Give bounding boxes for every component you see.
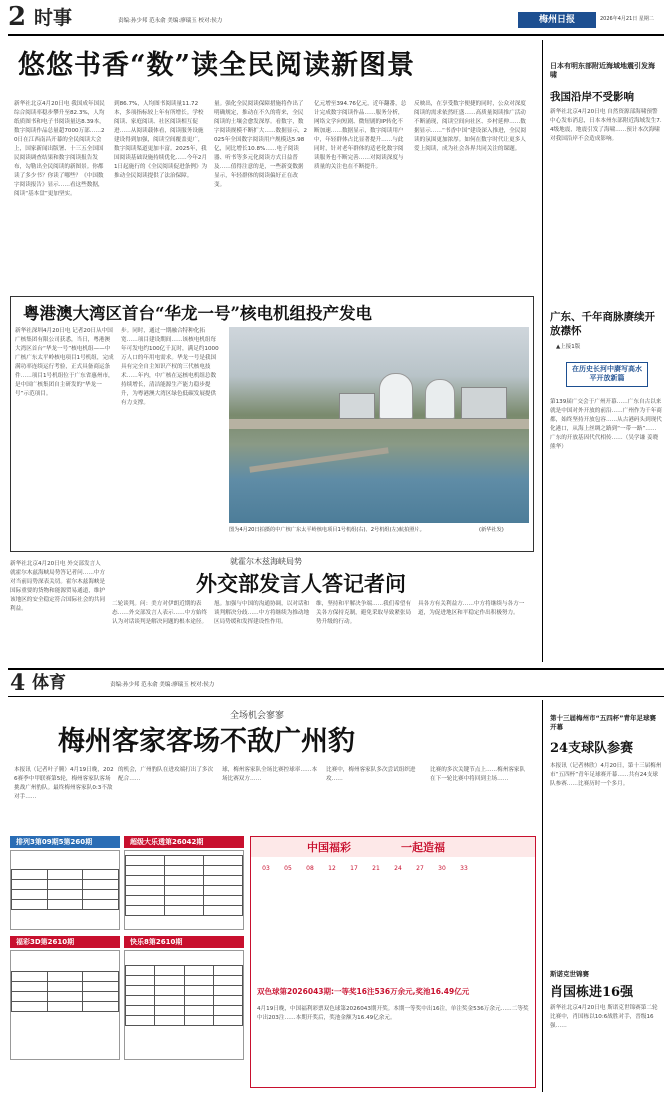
sports-section: 体育 <box>32 673 66 693</box>
right-text-1: 新华社北京4月20日电 自然资源部海啸预警中心发布消息，日本本州东部附近海域发生7.4级地震，地震引发了海啸……预计本次海啸对我国沿岸不会造成影响。 <box>550 109 662 142</box>
lead-col-1: 新华社北京4月20日电 我国成年国民综合阅读率稳步攀升至82.3%，人均纸质图书和电子书阅读量达8.39本，数字阅读作品总量超7000万部……20日在江西南昌开幕的全民阅读大会上，国家新闻出版署、十三五全国国民阅读调查结果和数字阅读报告发布，勾勒出全民阅读的新图景。你都读了多少书？你读了哪些？《中国数字阅读报告》显示……看这些数据，阅读“基本盘”更加坚实。 <box>14 101 105 197</box>
feature-col-2: 步。同时，通过一期融合特种化拓宽……项目建设期间……该核电机组每年可发电约100亿千瓦时，满足约1000万人口的年用电需求。华龙一号是我国具有完全自主知识产权的三代核电技术……年内，中广核在运核电机组总数持续增长，清洁能源生产能力稳步提升，为粤港澳大湾区绿色低碳发展提供有力支撑。 <box>121 328 219 406</box>
sports-side-title-2: 肖国栋进16强 <box>550 985 634 1000</box>
fm-col-2: 二轮谈判。问：美方对伊朗近期的表态……外交部发言人表示……中方始终认为对话谈判是解决问题的根本途径。 <box>112 601 208 625</box>
lead-col-3: 量。强化全民阅读保障措施将作出了明确规定，推动在不久的将来，全民阅读的土壤会愈发深厚。看数字，数字阅读规模不断扩大……数据显示，2025年全国数字阅读用户规模达5.98亿，同比增长10.8%……电子阅读器、听书等多元化阅读方式日益普及……值得注意的是，一些新变数据显示，年轻群体的阅读偏好正在改变。 <box>214 101 308 188</box>
sports-headline: 梅州客家客场不敌广州豹 <box>58 726 355 757</box>
sports-side-head: 第十三届梅州市“五四杯”青年足球赛开幕 <box>550 714 657 731</box>
ball: 17 <box>350 865 358 872</box>
ball: 30 <box>438 865 446 872</box>
page-number: 2 <box>8 2 27 32</box>
sports-kicker: 全场机会寥寥 <box>230 711 285 721</box>
right-head-1: 日本有明东部附近海域地震引发海啸 <box>550 62 655 80</box>
sports-page-number: 4 <box>10 670 26 696</box>
ball: 05 <box>284 865 292 872</box>
ball: 08 <box>306 865 314 872</box>
photo-credit: (新华社发) <box>479 527 504 533</box>
lead-headline: 悠悠书香“数”读全民阅读新图景 <box>18 50 416 81</box>
lead-col-2: 到86.7%，人均图书阅读量11.72本，多项指标较上年有所增长。学校阅读、家庭阅读、社区阅读相互促进……从阅读载体看，阅读服务设施建设得到加强，阅读空间覆盖更广，数字阅读渠道更加丰富。2025年，我国阅读基础设施持续优化……今年2月1日起施行的《全民阅读促进条例》为推动全民阅读提供了法治保障。 <box>114 101 208 179</box>
section-title: 时事 <box>34 7 73 29</box>
right-box-title: 在历史长河中赓写高水平开放新篇 <box>566 362 648 387</box>
fm-col-3: 旭。加强与中国的沟通协调，以对话和谈判解决分歧……中方将继续为推动地区局势缓和发挥建设性作用。 <box>214 601 310 625</box>
right-text-3: 第139届广交会于广州开幕……广东自古以来就是中国对外开放的前沿……广州作为千年商都，始终坚持开放包容……从古港码头到现代化港口，从海上丝绸之路到“一带一路”……广东的开放基因代代相传……（吴学谦 姜晓 熊华） <box>550 399 662 450</box>
fm-kicker: 就霍尔木兹海峡局势 <box>230 557 302 566</box>
sports-staff: 责编:孙少邦 范永俞 美编:廖瑞玉 校对:侯力 <box>110 682 215 688</box>
ball: 03 <box>262 865 270 872</box>
right-sub-3: ▲上接1版 <box>556 344 581 350</box>
lottery-table-1 <box>10 850 120 930</box>
lead-col-4: 亿元增至394.76亿元，近年翻番，总计完成数字阅读作品……服务分析，网络文学向短剧、微短剧的IP转化不断加速……数据显示，数字阅读用户中，年轻群体占比显著提升……与此同时，针对老年群体的适老化数字阅读服务也不断完善……对阅读深度与质量的关注也在不断提升。 <box>314 101 407 170</box>
feature-col-1: 新华社深圳4月20日电 记者20日从中国广核集团有限公司获悉，当日，粤港澳大湾区首台“华龙一号”核电机组——中广核广东太平岭核电项目1号机组，完成满功率连续运行考验，正式具备商运条件……项目1号机组位于广东省惠州市，是中国广核集团自主研发的“华龙一号”示范项目。 <box>15 328 114 397</box>
sports-col-2: 的机会，广州豹队在进攻端打出了多次配合…… <box>118 767 214 782</box>
sports-side-text-2: 新华社北京4月20日电 斯诺克世锦赛第二轮比赛中，肖国栋以10:6战胜对手，晋级16强…… <box>550 1005 658 1029</box>
sports-col-5: 比赛的多次关键节点上……梅州客家队在下一轮比赛中将回到主场…… <box>430 767 526 782</box>
right-head-3: 广东、千年商脉赓续开放襟怀 <box>550 311 655 337</box>
ball: 21 <box>372 865 380 872</box>
sports-col-1: 本报讯（记者叶子腾）4月19日晚，2026赛季中甲联赛第5轮，梅州客家队客场挑战广州豹队。最终梅州客家队0:3不敌对手…… <box>14 767 114 800</box>
fm-headline: 外交部发言人答记者问 <box>196 571 406 596</box>
fm-col-4: 维，坚持和平解决争端……我们希望有关各方保持克制，避免采取导致紧张局势升级的行动。 <box>316 601 412 625</box>
lottery-table-2 <box>124 850 244 930</box>
ball: 12 <box>328 865 336 872</box>
feature-headline: 粤港澳大湾区首台“华龙一号”核电机组投产发电 <box>23 304 372 323</box>
sports-side-head-2: 斯诺克世锦赛 <box>550 970 589 978</box>
welfare-headline: 双色球第2026043期:一等奖16注536万余元,奖池16.49亿元 <box>257 987 470 996</box>
masthead-text: 梅州日报 <box>538 15 575 25</box>
lottery-bar-3: 福彩3D第2610期 <box>10 936 120 948</box>
masthead-logo <box>518 12 596 28</box>
ball: 27 <box>416 865 424 872</box>
staff-line: 责编:孙少邦 范永俞 美编:廖瑞玉 校对:侯力 <box>118 18 223 24</box>
sports-col-4: 比赛中，梅州客家队多次尝试组织进攻…… <box>326 767 416 782</box>
lottery-table-3 <box>10 950 120 1060</box>
photo-caption: 图为4月20日拍摄的中广核广东太平岭核电项目1号机组(右)、2号机组(左)航拍照片。 <box>229 527 425 533</box>
ball: 33 <box>460 865 468 872</box>
lottery-bar-2: 超级大乐透第26042期 <box>124 836 244 848</box>
number-balls <box>257 865 529 905</box>
feature-box <box>10 296 534 552</box>
ball: 24 <box>394 865 402 872</box>
lottery-bar-1: 排列3第09期5第260期 <box>10 836 120 848</box>
sports-side-title: 24支球队参赛 <box>550 741 634 756</box>
date-line: 2026年4月21日 星期二 <box>600 16 654 22</box>
nuclear-plant-photo <box>229 327 529 523</box>
welfare-title: 一起造福 <box>401 841 445 854</box>
lottery-table-4 <box>124 950 244 1060</box>
sports-side-text: 本报讯（记者林欣）4月20日，第十三届梅州市“五四杯”青年足球赛开幕……共有24支球队参赛……比赛历时一个多月。 <box>550 763 662 787</box>
welfare-text: 4月19日晚，中国福利彩票双色球第2026043期开奖。本期一等奖中出16注，单注奖金536万余元……二等奖中出203注……本期开奖后，奖池金额为16.49亿余元。 <box>257 1006 529 1021</box>
welfare-kicker: 中国福彩 <box>307 841 351 854</box>
sports-col-3: 球，梅州客家队全场比赛控球率……本场比赛双方…… <box>222 767 318 782</box>
page-header <box>8 4 664 34</box>
lottery-bar-4: 快乐8第2610期 <box>124 936 244 948</box>
fm-col-5: 具各方有关利益方……中方将继续与各方一道，为促进地区和平稳定作出积极努力。 <box>418 601 525 616</box>
fm-col-1: 新华社北京4月20日电 外交部发言人就霍尔木兹海峡局势答记者问……中方对当前局势深表关切。霍尔木兹海峡是国际重要的货物和能源贸易通道，维护该地区的安全稳定符合国际社会的共同利益。 <box>10 561 106 612</box>
lead-col-5: 反映出，在享受数字便捷的同时，公众对深度阅读的需求依然旺盛……高质量阅读推广活动不断涌现，阅读空间向社区、乡村延伸……数据显示……“书香中国”建设深入推进，全民阅读的氛围更加浓厚。如何在数字时代让更多人爱上阅读，成为社会各界共同关注的课题。 <box>414 101 527 152</box>
right-head-2: 我国沿岸不受影响 <box>550 91 634 103</box>
welfare-ad <box>250 836 536 1088</box>
